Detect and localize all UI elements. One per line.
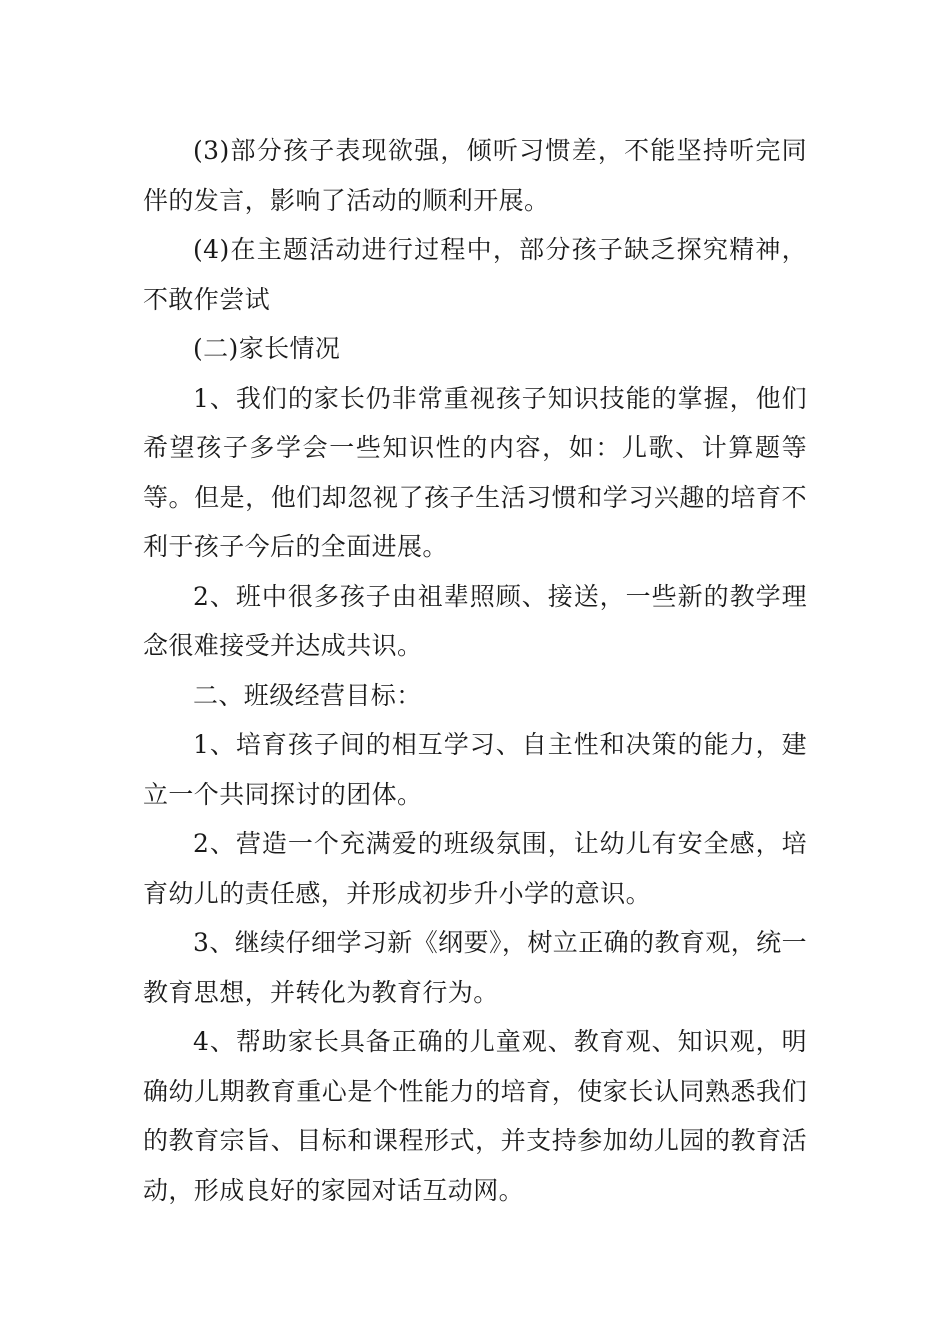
paragraph-goal-3: 3、继续仔细学习新《纲要》，树立正确的教育观，统一教育思想，并转化为教育行为。: [143, 928, 807, 1007]
paragraph-item-3-behavior: (3)部分孩子表现欲强，倾听习惯差，不能坚持听完同伴的发言，影响了活动的顺利开展。: [143, 136, 807, 215]
paragraph-goal-2: 2、营造一个充满爱的班级氛围，让幼儿有安全感，培育幼儿的责任感，并形成初步升小学的意识。: [143, 829, 807, 908]
paragraph-parents-1: 1、我们的家长仍非常重视孩子知识技能的掌握，他们希望孩子多学会一些知识性的内容，如：儿歌、计算题等等。但是，他们却忽视了孩子生活习惯和学习兴趣的培育不利于孩子今后的全面进展。: [143, 383, 807, 561]
section-heading-parents: (二)家长情况: [193, 334, 341, 363]
paragraph-item-4-exploration: (4)在主题活动进行过程中，部分孩子缺乏探究精神，不敢作尝试: [143, 235, 807, 314]
document-body: [143, 126, 807, 1215]
paragraph-goal-1: 1、培育孩子间的相互学习、自主性和决策的能力，建立一个共同探讨的团体。: [143, 730, 807, 809]
paragraph-parents-2: 2、班中很多孩子由祖辈照顾、接送，一些新的教学理念很难接受并达成共识。: [143, 581, 807, 660]
section-heading-goals: 二、班级经营目标：: [193, 680, 422, 710]
paragraph-goal-4: 4、帮助家长具备正确的儿童观、教育观、知识观，明确幼儿期教育重心是个性能力的培育，使家长认同熟悉我们的教育宗旨、目标和课程形式，并支持参加幼儿园的教育活动，形成良好的家园对话互动网。: [143, 1027, 807, 1205]
